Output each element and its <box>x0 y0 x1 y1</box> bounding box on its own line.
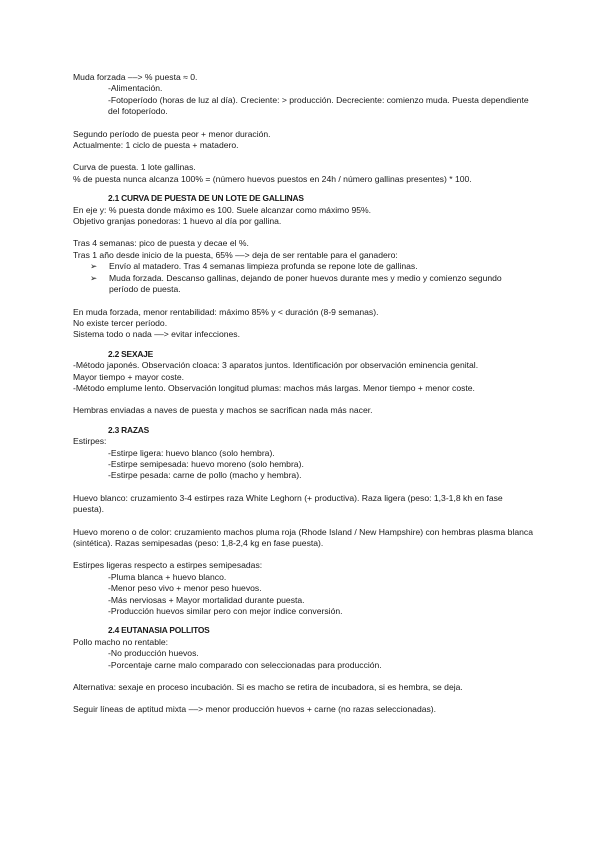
text-line: Pollo macho no rentable: <box>73 636 169 647</box>
text-line: Hembras enviadas a naves de puesta y machos se sacrifican nada más nacer. <box>73 405 373 416</box>
paragraph: Huevo moreno o de color: cruzamiento machos pluma roja (Rhode Island / New Hampshire) con hembras plasma blanca (sintética). Razas semipesadas (peso: 1,8-2,4 kg en fase puesta). <box>73 526 533 548</box>
text-line: Actualmente: 1 ciclo de puesta + matadero. <box>73 140 239 151</box>
list-item: -Pluma blanca + huevo blanco. <box>108 571 227 582</box>
text-line: Tras 1 año desde inicio de la puesta, 65% ––> deja de ser rentable para el ganadero: <box>73 249 398 260</box>
bullet-text: Muda forzada. Descanso gallinas, dejando de poner huevos durante mes y medio y comienzo segundo período de puesta. <box>109 272 502 295</box>
text-line: -Método emplume lento. Observación longitud plumas: machos más largas. Menor tiempo + menor coste. <box>73 382 475 393</box>
arrow-bullet-icon: ➢ <box>90 272 98 283</box>
section-heading-2-2: 2.2 SEXAJE <box>108 348 154 359</box>
bullet-item <box>73 273 533 296</box>
list-item: -Porcentaje carne malo comparado con seleccionadas para producción. <box>108 659 382 670</box>
text-line: Segundo período de puesta peor + menor duración. <box>73 128 271 139</box>
text-line: Mayor tiempo + mayor coste. <box>73 371 185 382</box>
text-line: En muda forzada, menor rentabilidad: máximo 85% y < duración (8-9 semanas). <box>73 306 379 317</box>
list-item: -Fotoperíodo (horas de luz al día). Creciente: > producción. Decreciente: comienzo muda. Puesta dependiente del fotoperíodo. <box>108 94 529 117</box>
arrow-bullet-icon: ➢ <box>90 261 98 272</box>
text-line: Tras 4 semanas: pico de puesta y decae el %. <box>73 238 249 249</box>
list-item: -Estirpe pesada: carne de pollo (macho y hembra). <box>108 470 302 481</box>
muda-line: Muda forzada ––> % puesta ≈ 0. <box>73 72 198 82</box>
bullet-item <box>73 261 533 272</box>
text-line: No existe tercer período. <box>73 317 168 328</box>
text-line: En eje y: % puesta donde máximo es 100. Suele alcanzar como máximo 95%. <box>73 204 372 215</box>
section-heading-2-4: 2.4 EUTANASIA POLLITOS <box>108 625 210 636</box>
list-item: -Producción huevos similar pero con mejor índice conversión. <box>108 606 343 617</box>
text-line: Curva de puesta. 1 lote gallinas. <box>73 162 196 173</box>
section-heading-2-3: 2.3 RAZAS <box>108 424 150 435</box>
text-line: Alternativa: sexaje en proceso incubación. Si es macho se retira de incubadora, si es hembra, se deja. <box>73 682 463 693</box>
text-line: -Método japonés. Observación cloaca: 3 aparatos juntos. Identificación por observación eminencia genital. <box>73 360 479 371</box>
text-line: Estirpes ligeras respecto a estirpes semipesadas: <box>73 560 263 571</box>
text-line: Estirpes: <box>73 436 107 447</box>
bullet-text: Envío al matadero. Tras 4 semanas limpieza profunda se repone lote de gallinas. <box>109 261 418 272</box>
list-item: -Estirpe semipesada: huevo moreno (solo hembra). <box>108 458 304 469</box>
list-item: -Alimentación. <box>108 83 163 94</box>
text-line: Objetivo granjas ponedoras: 1 huevo al día por gallina. <box>73 216 282 227</box>
section-heading-2-1: 2.1 CURVA DE PUESTA DE UN LOTE DE GALLINAS <box>108 193 304 204</box>
list-item: -Menor peso vivo + menor peso huevos. <box>108 583 262 594</box>
list-item: -Más nerviosas + Mayor mortalidad durante puesta. <box>108 594 305 605</box>
text-line: % de puesta nunca alcanza 100% = (número huevos puestos en 24h / número gallinas presentes) * 100. <box>73 173 472 184</box>
document-page <box>73 72 533 716</box>
text-line: Seguir líneas de aptitud mixta ––> menor producción huevos + carne (no razas seleccionadas). <box>73 704 437 715</box>
text-line: Sistema todo o nada ––> evitar infecciones. <box>73 329 240 340</box>
list-item: -No producción huevos. <box>108 648 199 659</box>
list-item: -Estirpe ligera: huevo blanco (solo hembra). <box>108 447 275 458</box>
paragraph: Huevo blanco: cruzamiento 3-4 estirpes raza White Leghorn (+ productiva). Raza ligera (peso: 1,3-1,8 kh en fase puesta). <box>73 492 503 515</box>
